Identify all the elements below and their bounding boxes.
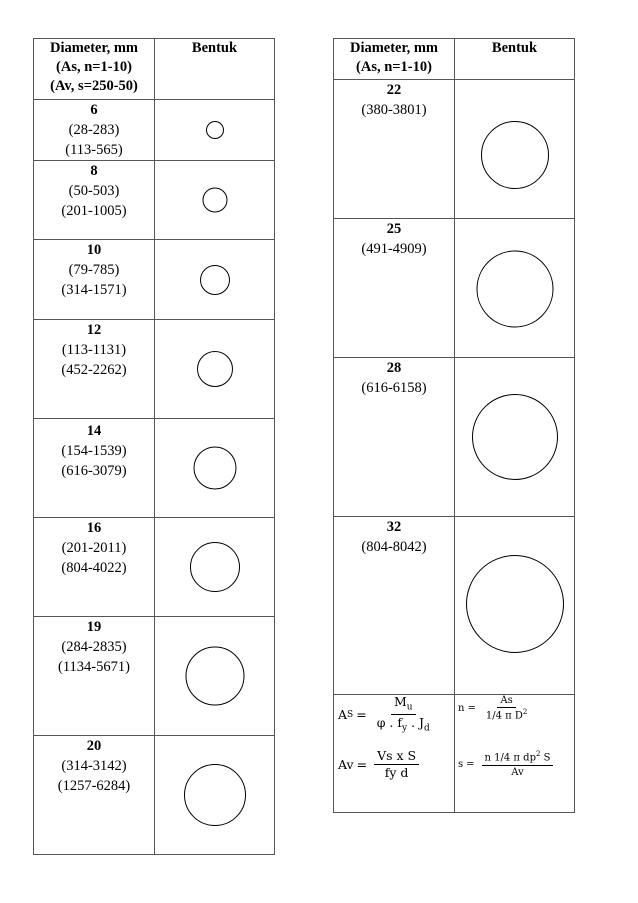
rebar-table-right <box>333 38 575 813</box>
diameter-cell: 22 (380-3801) <box>334 80 455 219</box>
bar-circle-shape <box>476 251 553 328</box>
diameter-cell: 19 (284-2835) (1134-5671) <box>34 617 155 736</box>
as-formula: A S = $\frac{M_u}{\varphi . f_y . J_d}$ <box>338 694 430 734</box>
shape-cell <box>455 219 575 358</box>
shape-cell <box>155 320 275 419</box>
bar-circle-shape <box>184 764 246 826</box>
diameter-cell: 14 (154-1539) (616-3079) <box>34 419 155 518</box>
diameter-cell: 6 (28-283) (113-565) <box>34 100 155 161</box>
shape-cell <box>155 240 275 320</box>
diameter-cell: 20 (314-3142) (1257-6284) <box>34 736 155 855</box>
diameter-cell: 32 (804-8042) <box>334 517 455 695</box>
table-row <box>334 358 575 517</box>
bar-circle-shape <box>193 447 236 490</box>
table-row <box>34 320 275 419</box>
formula-row <box>334 695 575 813</box>
rebar-table-left <box>33 38 275 855</box>
s-formula: s = $\frac{n 1/4 \pi dp^2 S}{Av}$ <box>458 751 574 777</box>
shape-cell <box>155 518 275 617</box>
table-header-row <box>34 39 275 100</box>
table-row <box>34 617 275 736</box>
bar-circle-shape <box>481 121 549 189</box>
table-row <box>34 419 275 518</box>
diameter-header: Diameter, mm (As, n=1-10) <box>334 39 455 80</box>
av-formula: Av = $\frac{\text{Vs x S}}{\text{fy d}}$ <box>338 749 454 780</box>
shape-cell <box>455 80 575 219</box>
shape-cell <box>155 100 275 161</box>
bentuk-header: Bentuk <box>155 39 275 100</box>
shape-cell <box>155 736 275 855</box>
table-row <box>34 736 275 855</box>
shape-cell <box>455 358 575 517</box>
diameter-cell: 25 (491-4909) <box>334 219 455 358</box>
diameter-cell: 16 (201-2011) (804-4022) <box>34 518 155 617</box>
table-row <box>334 517 575 695</box>
formula-cell-right <box>455 695 575 813</box>
shape-cell <box>455 517 575 695</box>
table-row <box>334 80 575 219</box>
shape-cell <box>155 161 275 240</box>
table-row <box>34 100 275 161</box>
bar-circle-shape <box>472 394 558 480</box>
bar-circle-shape <box>202 188 227 213</box>
table-row <box>34 161 275 240</box>
table-row <box>334 219 575 358</box>
table-row <box>34 240 275 320</box>
table-row <box>34 518 275 617</box>
formula-cell-left <box>334 695 455 813</box>
shape-cell <box>155 617 275 736</box>
bar-circle-shape <box>200 265 230 295</box>
shape-cell <box>155 419 275 518</box>
table-header-row <box>334 39 575 80</box>
diameter-cell: 10 (79-785) (314-1571) <box>34 240 155 320</box>
bar-circle-shape <box>185 647 244 706</box>
bar-circle-shape <box>466 555 564 653</box>
bentuk-header: Bentuk <box>455 39 575 80</box>
bar-circle-shape <box>190 542 240 592</box>
diameter-cell: 28 (616-6158) <box>334 358 455 517</box>
diameter-cell: 12 (113-1131) (452-2262) <box>34 320 155 419</box>
diameter-cell: 8 (50-503) (201-1005) <box>34 161 155 240</box>
diameter-header: Diameter, mm (As, n=1-10) (Av, s=250-50) <box>34 39 155 100</box>
n-formula: n = $\frac{As}{1/4 \pi D^2}$ <box>458 695 528 722</box>
bar-circle-shape <box>197 351 233 387</box>
bar-circle-shape <box>206 121 224 139</box>
